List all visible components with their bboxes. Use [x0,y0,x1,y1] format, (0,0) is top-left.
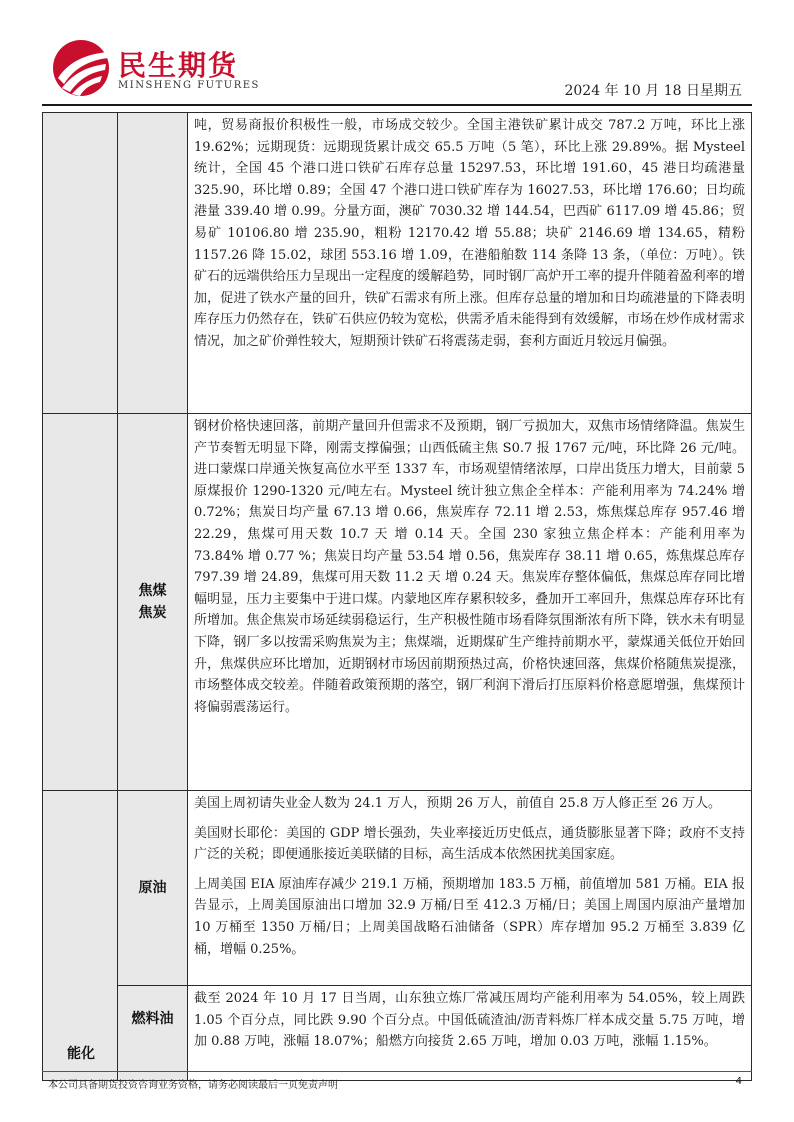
commodity-label-coke: 焦炭 [138,605,167,621]
brand-name-cn: 民生期货 [118,49,239,82]
commodity-label-cell [118,986,188,1081]
minsheng-logo-icon [50,38,112,98]
commodity-label-fuel-oil: 燃料油 [131,1011,174,1027]
commentary-cell [188,791,752,986]
header-divider [42,104,752,106]
brand-name-en: MINSHENG FUTURES [118,80,260,91]
page-number: 4 [735,1076,742,1087]
table-row-fuel-oil [43,986,752,1081]
commentary-cell [188,986,752,1081]
table-row-iron-ore [43,113,752,414]
footer-divider [42,1071,752,1072]
commodity-label-cell [118,791,188,986]
footer-disclaimer: 本公司具备期货投资咨询业务资格，请务必阅读最后一页免责声明 [48,1080,338,1091]
crude-commentary-1: 美国上周初请失业金人数为 24.1 万人，预期 26 万人，前值自 25.8 万人修正至 26 万人。 [194,796,722,811]
page-header [0,0,794,110]
table-row-crude [43,791,752,986]
commodity-label-cell [118,414,188,791]
fuel-oil-commentary: 截至 2024 年 10 月 17 日当周，山东独立炼厂常减压周均产能利用率为 54.05%，较上周跌 1.05 个百分点，同比跌 9.90 个百分点。中国低硫渣油/沥青料炼厂样本成交量 5.75 万吨，增加 0.88 万吨，涨幅 18.07%；船燃方向接货 2.65 万吨，增加 0.03 万吨，涨幅 1.15%。 [194,991,745,1050]
sector-label-energy: 能化 [67,1046,95,1062]
table-row-coke [43,414,752,791]
report-date: 2024 年 10 月 18 日星期五 [564,83,742,99]
iron-ore-commentary: 吨，贸易商报价积极性一般，市场成交较少。全国主港铁矿累计成交 787.2 万吨，环比上涨 19.62%；远期现货：远期现货累计成交 65.5 万吨（5 笔），环比上涨 29.89%。据 Mysteel 统计，全国 45 个港口进口铁矿石库存总量 15297.53，环比增 191.60，45 港日均疏港量 325.90，环比增 0.89；全国 47 个港口进口铁矿库存为 16027.53，环比增 176.60；日均疏港量 339.40 增 0.99。分量方面，澳矿 7030.32 增 144.54，巴西矿 6117.09 增 45.86；贸易矿 10106.80 增 235.90，粗粉 12170.42 增 55.88；块矿 2146.69 增 134.65，精粉 1157.26 降 15.02，球团 553.16 增 1.09，在港船舶数 114 条降 13 条，（单位：万吨）。铁矿石的远端供给压力呈现出一定程度的缓解趋势，同时钢厂高炉开工率的提升伴随着盈利率的增加，促进了铁水产量的回升，铁矿石需求有所上涨。但库存总量的增加和日均疏港量的下降表明库存压力仍然存在，铁矿石供应仍较为宽松，供需矛盾未能得到有效缓解，市场在炒作成材需求情况，加之矿价弹性较大，短期预计铁矿石将震荡走弱，套利方面近月较远月偏强。 [194,118,745,349]
commentary-cell [188,113,752,414]
sector-cell [43,113,118,414]
sector-cell [43,414,118,791]
commodity-label-cell [118,113,188,414]
commodity-table [42,112,752,1081]
sector-cell-energy [43,791,118,1081]
commodity-label-coking-coal: 焦煤 [138,583,167,599]
crude-commentary-3: 上周美国 EIA 原油库存减少 219.1 万桶，预期增加 183.5 万桶，前值增加 581 万桶。EIA 报告显示，上周美国原油出口增加 32.9 万桶/日至 412.3 万桶/日；美国上周国内原油产量增加 10 万桶至 1350 万桶/日；上周美国战略石油储备（SPR）库存增加 95.2 万桶至 3.839 亿桶，增幅 0.25%。 [194,876,745,957]
commodity-label-crude: 原油 [138,880,167,896]
coke-commentary: 钢材价格快速回落，前期产量回升但需求不及预期，钢厂亏损加大，双焦市场情绪降温。焦炭生产节奏暂无明显下降，刚需支撑偏强；山西低硫主焦 S0.7 报 1767 元/吨，环比降 26 元/吨。进口蒙煤口岸通关恢复高位水平至 1337 车，市场观望情绪浓厚，口岸出货压力增大，目前蒙 5 原煤报价 1290-1320 元/吨左右。Mysteel 统计独立焦企全样本：产能利用率为 74.24% 增 0.72%；焦炭日均产量 67.13 增 0.66，焦炭库存 72.11 增 2.53，炼焦煤总库存 957.46 增 22.29，焦煤可用天数 10.7 天 增 0.14 天。全国 230 家独立焦企样本：产能利用率为 73.84% 增 0.77 %；焦炭日均产量 53.54 增 0.56，焦炭库存 38.11 增 0.65，炼焦煤总库存 797.39 增 24.89，焦煤可用天数 11.2 天 增 0.24 天。焦炭库存整体偏低，焦煤总库存同比增幅明显，压力主要集中于进口煤。内蒙地区库存累积较多，叠加开工率回升，焦煤总库存环比有所增加。焦企焦炭市场延续弱稳运行，生产积极性随市场看降氛围渐浓有所下降，铁水未有明显下降，钢厂多以按需采购焦炭为主；焦煤端，近期煤矿生产维持前期水平，蒙煤通关低位开始回升，焦煤供应环比增加，近期钢材市场因前期预热过高，价格快速回落，焦煤价格随焦炭提涨，市场整体成交较差。伴随着政策预期的落空，钢厂利润下滑后打压原料价格意愿增强，焦煤预计将偏弱震荡运行。 [194,419,745,715]
crude-commentary-2: 美国财长耶伦：美国的 GDP 增长强劲，失业率接近历史低点，通货膨胀显著下降；政府不支持广泛的关税；即便通胀接近美联储的目标，高生活成本依然困扰美国家庭。 [194,825,745,863]
commentary-cell [188,414,752,791]
